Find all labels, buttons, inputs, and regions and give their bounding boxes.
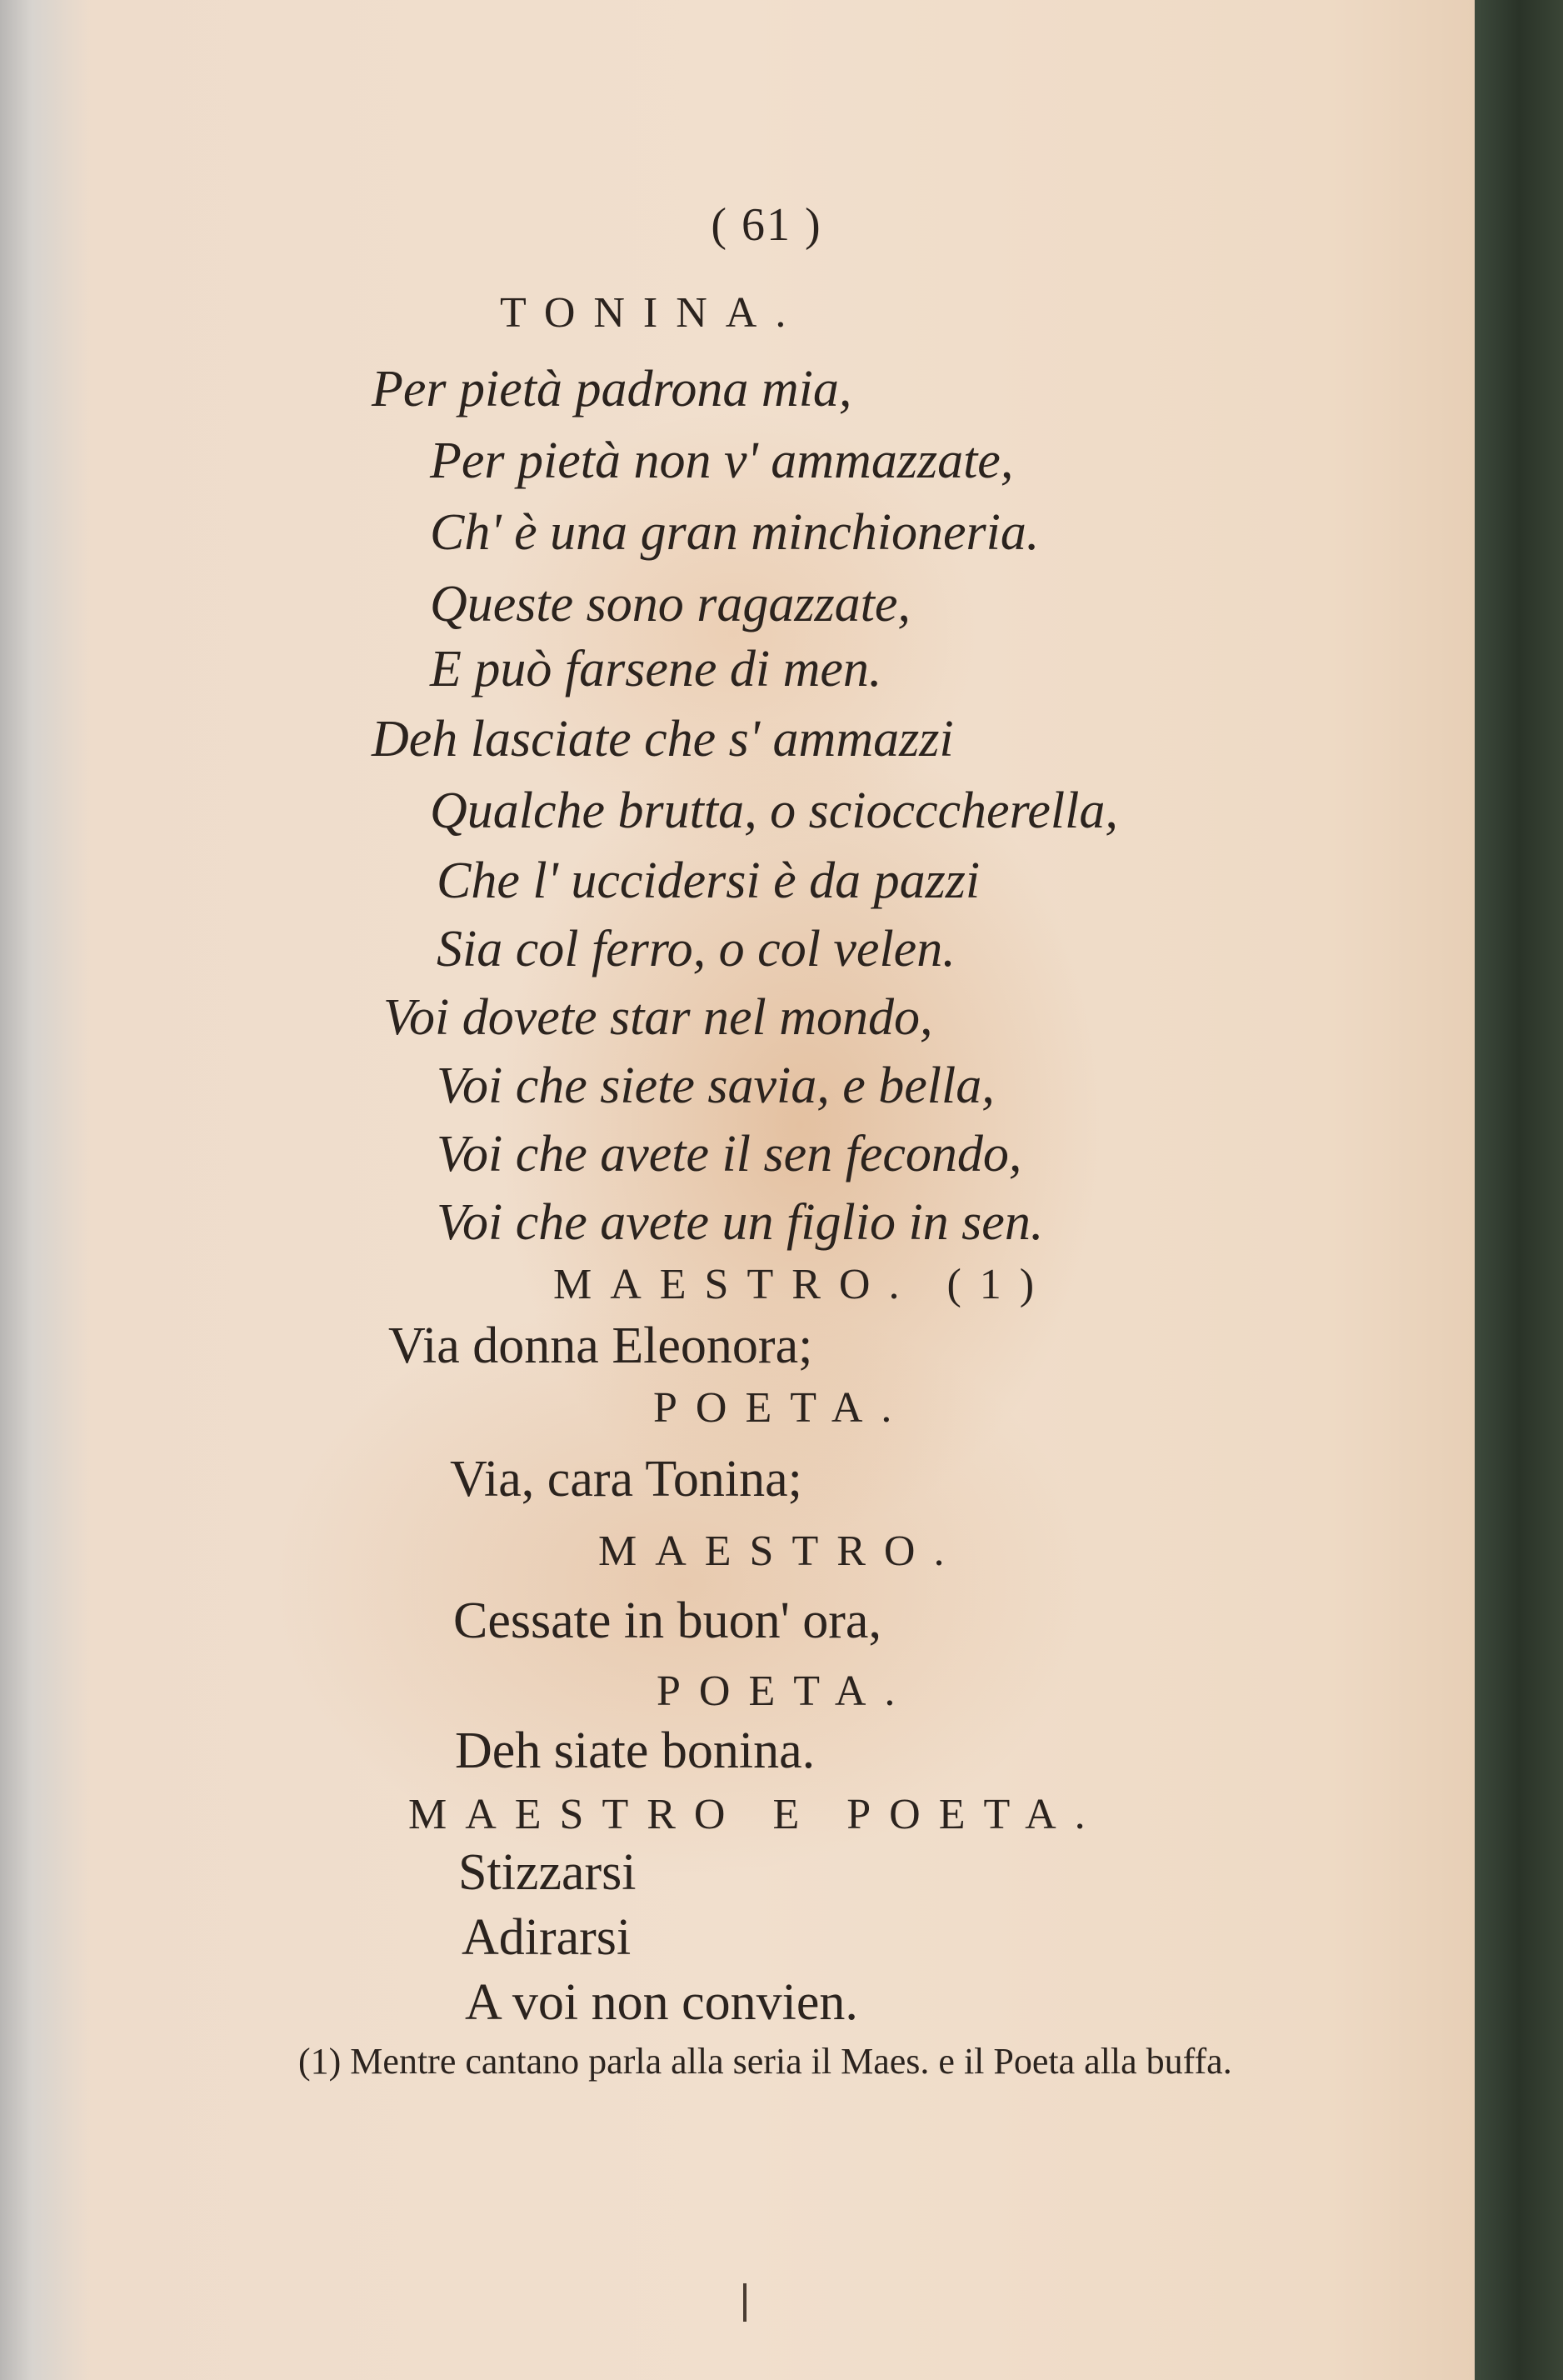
- dialogue-line: Via, cara Tonina;: [450, 1451, 802, 1508]
- page-number: ( 61 ): [711, 199, 822, 251]
- page-bottom-mark: [743, 2283, 747, 2322]
- verse-line: Che l' uccidersi è da pazzi: [437, 852, 981, 909]
- speaker-tonina: TONINA.: [500, 289, 805, 337]
- speaker-poeta: POETA.: [653, 1384, 911, 1432]
- dialogue-line: A voi non convien.: [465, 1974, 858, 2031]
- speaker-poeta: POETA.: [657, 1668, 914, 1715]
- verse-line: Voi che avete il sen fecondo,: [437, 1126, 1022, 1182]
- verse-line: Per pietà padrona mia,: [372, 361, 852, 418]
- verse-line: Voi che avete un figlio in sen.: [437, 1194, 1044, 1251]
- speaker-maestro-e-poeta: MAESTRO E POETA.: [408, 1791, 1104, 1838]
- page-gutter: [0, 0, 92, 2380]
- verse-line: Queste sono ragazzate,: [430, 576, 911, 632]
- dialogue-line: Adirarsi: [462, 1909, 632, 1966]
- verse-line: Per pietà non v' ammazzate,: [430, 432, 1014, 489]
- verse-line: Voi dovete star nel mondo,: [383, 989, 933, 1046]
- verse-line: Deh lasciate che s' ammazzi: [372, 711, 954, 768]
- footnote: (1) Mentre cantano parla alla seria il Maes. e il Poeta alla buffa.: [298, 2041, 1232, 2082]
- verse-line: Qualche brutta, o sciocccherella,: [430, 782, 1118, 839]
- verse-line: Ch' è una gran minchioneria.: [430, 504, 1040, 561]
- speaker-maestro: MAESTRO.: [598, 1528, 963, 1575]
- verse-line: Voi che siete savia, e bella,: [437, 1058, 995, 1114]
- verse-line: E può farsene di men.: [430, 641, 882, 698]
- verse-line: Sia col ferro, o col velen.: [437, 921, 956, 978]
- dialogue-line: Cessate in buon' ora,: [453, 1592, 881, 1649]
- dialogue-line: Stizzarsi: [458, 1844, 637, 1901]
- dialogue-line: Deh siate bonina.: [455, 1722, 816, 1779]
- speaker-maestro: MAESTRO. (1): [553, 1261, 1053, 1308]
- dialogue-line: Via donna Eleonora;: [388, 1318, 813, 1374]
